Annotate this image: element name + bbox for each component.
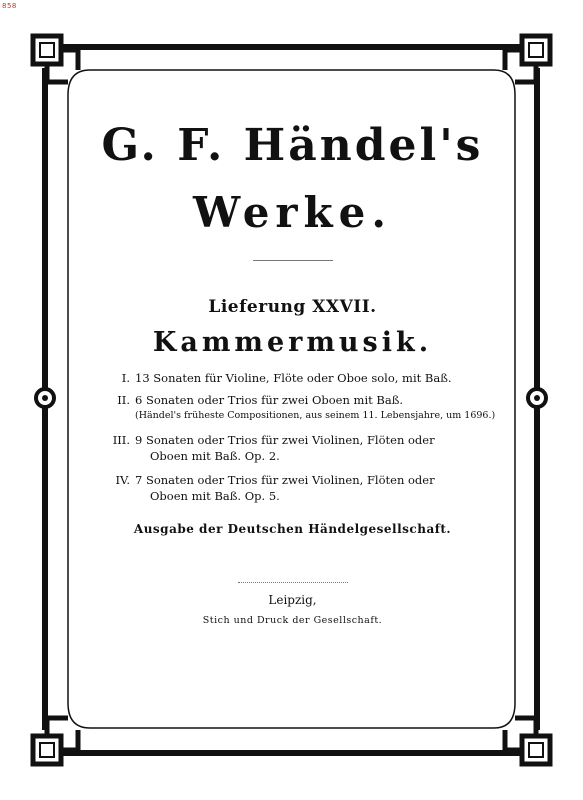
imprint-city: Leipzig, [268, 593, 317, 607]
item-line: 6 Sonaten oder Trios für zwei Oboen mit Baß. [135, 393, 404, 407]
imprint-divider [238, 582, 348, 583]
item-line: 7 Sonaten oder Trios für zwei Violinen, Flöten oder [135, 473, 435, 487]
title-page-content [70, 120, 515, 626]
imprint-publisher: Stich und Druck der Gesellschaft. [202, 615, 383, 626]
contents-list [70, 370, 515, 504]
corner-ornament-top-right [505, 36, 550, 82]
item-number: IV. [115, 473, 130, 487]
title-line-2: Werke. [192, 188, 393, 237]
contents-item [70, 370, 515, 386]
title-divider [253, 260, 333, 261]
item-line: Oboen mit Baß. Op. 2. [150, 449, 280, 463]
item-number: III. [112, 433, 130, 447]
item-line: Oboen mit Baß. Op. 5. [150, 489, 280, 503]
page-number: 858 [2, 2, 17, 10]
corner-ornament-bottom-right [505, 718, 550, 764]
item-line: 9 Sonaten oder Trios für zwei Violinen, Flöten oder [135, 433, 435, 447]
contents-item [70, 432, 515, 464]
corner-ornament-bottom-left [33, 718, 78, 764]
item-line: 13 Sonaten für Violine, Flöte oder Oboe solo, mit Baß. [135, 371, 452, 385]
side-ornament-left [36, 389, 54, 407]
contents-item [70, 472, 515, 504]
item-number: II. [117, 393, 130, 407]
lieferung-heading: Lieferung XXVII. [208, 297, 377, 317]
title-line-1: G. F. Händel's [101, 120, 484, 171]
item-number: I. [121, 371, 130, 385]
kammermusik-heading: Kammermusik. [152, 327, 433, 358]
corner-ornament-top-left [33, 36, 78, 82]
item-note: (Händel's früheste Compositionen, aus seinem 11. Lebensjahre, um 1696.) [135, 410, 496, 421]
edition-line: Ausgabe der Deutschen Händelgesellschaft. [133, 522, 452, 536]
contents-item [70, 392, 515, 424]
side-ornament-right [528, 389, 546, 407]
